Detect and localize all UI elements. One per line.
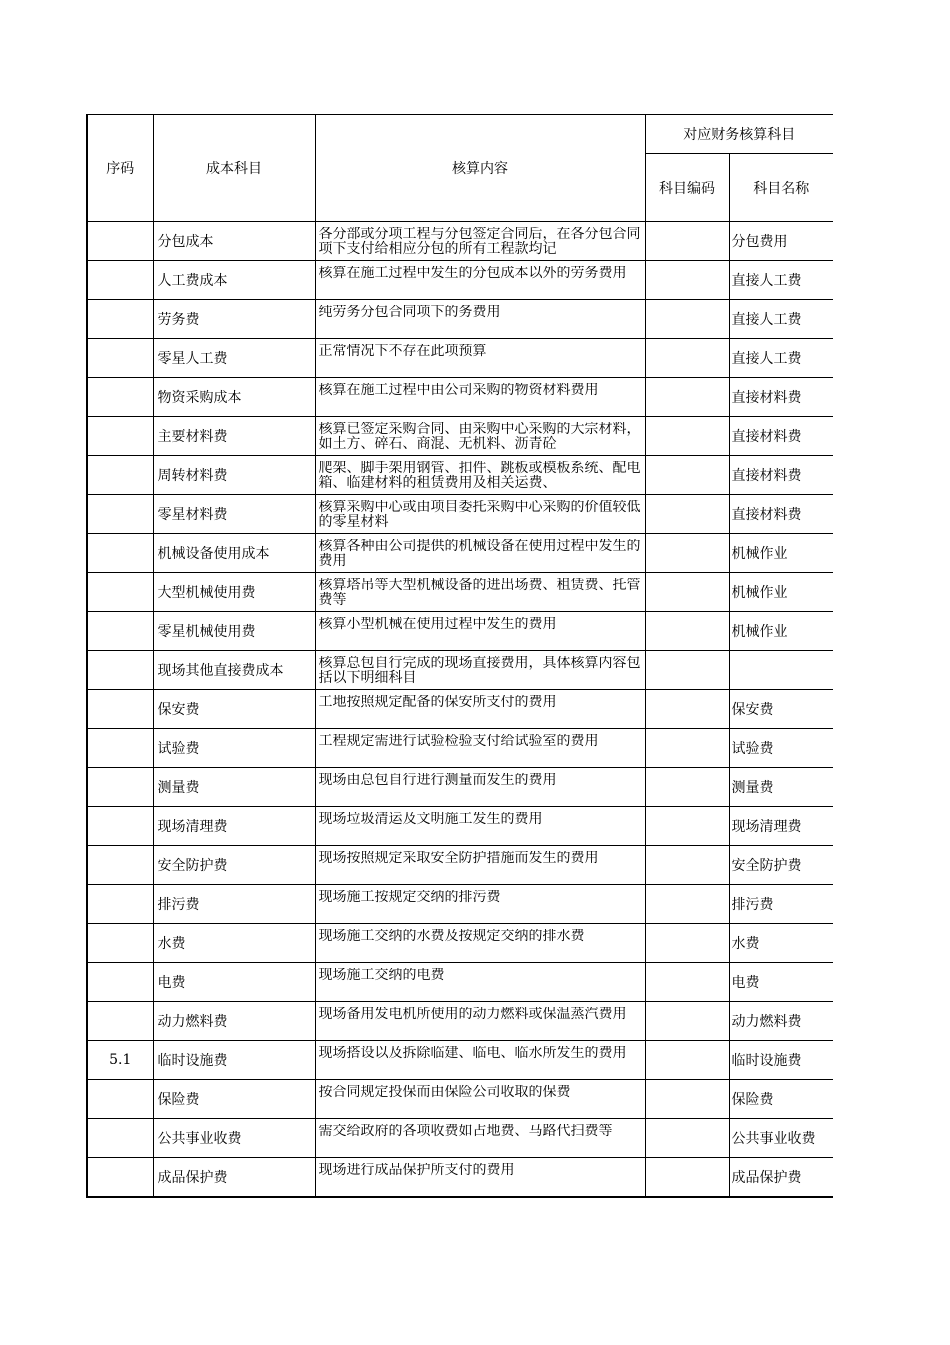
row-seq: [87, 924, 153, 963]
row-finance-code: [645, 1119, 729, 1158]
row-finance-name: 保险费: [729, 1080, 833, 1119]
row-subject: 主要材料费: [153, 417, 315, 456]
row-subject: 零星材料费: [153, 495, 315, 534]
row-subject: 动力燃料费: [153, 1002, 315, 1041]
row-content: [315, 1119, 645, 1158]
row-seq: [87, 534, 153, 573]
row-content-text: 核算各种由公司提供的机械设备在使用过程中发生的费用: [318, 538, 641, 569]
header-content: 核算内容: [315, 115, 645, 222]
row-content: [315, 300, 645, 339]
row-subject: 电费: [153, 963, 315, 1002]
row-subject: 劳务费: [153, 300, 315, 339]
row-finance-name: 直接材料费: [729, 456, 833, 495]
row-subject: 临时设施费: [153, 1041, 315, 1080]
row-content-text: 现场施工交纳的水费及按规定交纳的排水费: [318, 928, 585, 944]
row-content-text: 工地按照规定配备的保安所支付的费用: [318, 694, 557, 710]
table-row: [87, 495, 833, 534]
row-seq: [87, 651, 153, 690]
row-finance-name: 电费: [729, 963, 833, 1002]
row-finance-name: 测量费: [729, 768, 833, 807]
row-content-text: 纯劳务分包合同项下的务费用: [318, 304, 501, 320]
row-subject: 保险费: [153, 1080, 315, 1119]
row-subject: 分包成本: [153, 222, 315, 261]
row-content: [315, 456, 645, 495]
row-content: [315, 573, 645, 612]
row-seq: [87, 1158, 153, 1198]
table-row: [87, 339, 833, 378]
row-finance-code: [645, 300, 729, 339]
row-subject: 保安费: [153, 690, 315, 729]
row-seq: [87, 1080, 153, 1119]
row-finance-code: [645, 885, 729, 924]
row-content-text: 核算在施工过程中发生的分包成本以外的劳务费用: [318, 265, 627, 281]
row-finance-name: 直接材料费: [729, 417, 833, 456]
row-finance-code: [645, 534, 729, 573]
table-row: [87, 768, 833, 807]
row-content-text: 现场按照规定采取安全防护措施而发生的费用: [318, 850, 599, 866]
row-content: [315, 963, 645, 1002]
row-content-text: 现场搭设以及拆除临建、临电、临水所发生的费用: [318, 1045, 627, 1061]
row-content-text: 核算在施工过程中由公司采购的物资材料费用: [318, 382, 599, 398]
row-finance-code: [645, 573, 729, 612]
row-content: [315, 1158, 645, 1198]
row-content-text: 爬架、脚手架用钢管、扣件、跳板或模板系统、配电箱、临建材料的租赁费用及相关运费、: [318, 460, 641, 491]
table-row: [87, 1041, 833, 1080]
row-subject: 周转材料费: [153, 456, 315, 495]
row-finance-name: 排污费: [729, 885, 833, 924]
row-finance-name: 直接人工费: [729, 261, 833, 300]
row-content: [315, 924, 645, 963]
row-finance-name: 直接人工费: [729, 300, 833, 339]
row-finance-code: [645, 924, 729, 963]
row-seq: [87, 261, 153, 300]
row-content-text: 工程规定需进行试验检验支付给试验室的费用: [318, 733, 599, 749]
header-seq: 序码: [87, 115, 153, 222]
row-content-text: 核算采购中心或由项目委托采购中心采购的价值较低的零星材料: [318, 499, 641, 530]
table-row: [87, 261, 833, 300]
table-row: [87, 1002, 833, 1041]
row-subject: 成品保护费: [153, 1158, 315, 1198]
row-finance-name: 成品保护费: [729, 1158, 833, 1198]
table-row: [87, 417, 833, 456]
row-content: [315, 885, 645, 924]
row-finance-name: 现场清理费: [729, 807, 833, 846]
table-row: [87, 924, 833, 963]
row-subject: 现场其他直接费成本: [153, 651, 315, 690]
row-seq: [87, 690, 153, 729]
row-finance-name: 水费: [729, 924, 833, 963]
row-seq: [87, 1002, 153, 1041]
row-finance-code: [645, 261, 729, 300]
row-finance-code: [645, 651, 729, 690]
cost-subject-sheet: [86, 114, 833, 1198]
row-seq: [87, 300, 153, 339]
row-seq: [87, 807, 153, 846]
row-finance-code: [645, 456, 729, 495]
table-row: [87, 729, 833, 768]
row-finance-code: [645, 768, 729, 807]
table-row: [87, 1119, 833, 1158]
row-seq: [87, 1119, 153, 1158]
row-finance-name: 直接材料费: [729, 378, 833, 417]
row-finance-name: 试验费: [729, 729, 833, 768]
row-seq: [87, 339, 153, 378]
table-row: [87, 612, 833, 651]
row-subject: 测量费: [153, 768, 315, 807]
table-row: [87, 300, 833, 339]
row-finance-code: [645, 807, 729, 846]
table-row: [87, 690, 833, 729]
row-finance-code: [645, 417, 729, 456]
row-seq: [87, 417, 153, 456]
row-finance-name: 机械作业: [729, 573, 833, 612]
row-content-text: 核算小型机械在使用过程中发生的费用: [318, 616, 557, 632]
row-finance-code: [645, 339, 729, 378]
row-finance-code: [645, 1002, 729, 1041]
row-content-text: 现场由总包自行进行测量而发生的费用: [318, 772, 557, 788]
row-seq: [87, 612, 153, 651]
row-finance-code: [645, 846, 729, 885]
row-seq: [87, 573, 153, 612]
row-finance-code: [645, 729, 729, 768]
row-finance-name: 直接材料费: [729, 495, 833, 534]
row-subject: 零星人工费: [153, 339, 315, 378]
row-subject: 水费: [153, 924, 315, 963]
row-finance-name: [729, 651, 833, 690]
row-content: [315, 1041, 645, 1080]
row-content-text: 现场进行成品保护所支付的费用: [318, 1162, 515, 1178]
row-finance-code: [645, 612, 729, 651]
row-finance-name: 直接人工费: [729, 339, 833, 378]
row-seq: [87, 456, 153, 495]
row-content-text: 核算总包自行完成的现场直接费用，具体核算内容包括以下明细科目: [318, 655, 641, 686]
row-content: [315, 1002, 645, 1041]
row-seq: [87, 768, 153, 807]
table-row: [87, 222, 833, 261]
row-seq: [87, 495, 153, 534]
row-finance-name: 机械作业: [729, 534, 833, 573]
row-content-text: 现场施工按规定交纳的排污费: [318, 889, 501, 905]
row-subject: 试验费: [153, 729, 315, 768]
row-finance-name: 动力燃料费: [729, 1002, 833, 1041]
row-seq: 5.1: [87, 1041, 153, 1080]
table-row: [87, 1158, 833, 1198]
row-finance-name: 机械作业: [729, 612, 833, 651]
row-finance-code: [645, 1080, 729, 1119]
row-content-text: 现场备用发电机所使用的动力燃料或保温蒸汽费用: [318, 1006, 627, 1022]
row-content: [315, 495, 645, 534]
row-content-text: 现场施工交纳的电费: [318, 967, 445, 983]
table-row: [87, 1080, 833, 1119]
row-subject: 零星机械使用费: [153, 612, 315, 651]
row-subject: 公共事业收费: [153, 1119, 315, 1158]
row-finance-name: 保安费: [729, 690, 833, 729]
row-subject: 排污费: [153, 885, 315, 924]
row-finance-name: 分包费用: [729, 222, 833, 261]
row-content: [315, 846, 645, 885]
row-content: [315, 1080, 645, 1119]
table-row: [87, 534, 833, 573]
row-content-text: 核算已签定采购合同、由采购中心采购的大宗材料，如土方、碎石、商混、无机料、沥青砼: [318, 421, 641, 452]
row-seq: [87, 885, 153, 924]
row-finance-name: 公共事业收费: [729, 1119, 833, 1158]
row-subject: 人工费成本: [153, 261, 315, 300]
row-subject: 大型机械使用费: [153, 573, 315, 612]
row-content-text: 需交给政府的各项收费如占地费、马路代扫费等: [318, 1123, 613, 1139]
row-content: [315, 378, 645, 417]
table-row: [87, 963, 833, 1002]
row-content-text: 按合同规定投保而由保险公司收取的保费: [318, 1084, 571, 1100]
table-row: [87, 378, 833, 417]
row-seq: [87, 963, 153, 1002]
row-content: [315, 417, 645, 456]
header-subject: 成本科目: [153, 115, 315, 222]
table-row: [87, 885, 833, 924]
table-row: [87, 846, 833, 885]
row-seq: [87, 222, 153, 261]
row-subject: 现场清理费: [153, 807, 315, 846]
row-content-text: 现场垃圾清运及文明施工发生的费用: [318, 811, 543, 827]
row-content: [315, 768, 645, 807]
row-content: [315, 807, 645, 846]
row-finance-name: 临时设施费: [729, 1041, 833, 1080]
row-finance-code: [645, 222, 729, 261]
row-finance-name: 安全防护费: [729, 846, 833, 885]
row-content: [315, 729, 645, 768]
header-finance-group: 对应财务核算科目: [645, 115, 833, 154]
cost-subject-table: [86, 114, 833, 1198]
table-row: [87, 807, 833, 846]
row-finance-code: [645, 495, 729, 534]
row-content: [315, 651, 645, 690]
row-content-text: 各分部或分项工程与分包签定合同后，在各分包合同项下支付给相应分包的所有工程款均记: [318, 226, 641, 257]
row-content: [315, 222, 645, 261]
row-content-text: 核算塔吊等大型机械设备的进出场费、租赁费、托管费等: [318, 577, 641, 608]
header-finance-name: 科目名称: [729, 154, 833, 222]
table-row: [87, 573, 833, 612]
row-content-text: 正常情况下不存在此项预算: [318, 343, 487, 359]
header-finance-code: 科目编码: [645, 154, 729, 222]
table-row: [87, 651, 833, 690]
row-subject: 物资采购成本: [153, 378, 315, 417]
row-finance-code: [645, 1041, 729, 1080]
row-content: [315, 690, 645, 729]
row-seq: [87, 729, 153, 768]
row-finance-code: [645, 690, 729, 729]
row-content: [315, 339, 645, 378]
row-content: [315, 612, 645, 651]
row-seq: [87, 378, 153, 417]
row-subject: 机械设备使用成本: [153, 534, 315, 573]
row-subject: 安全防护费: [153, 846, 315, 885]
row-finance-code: [645, 378, 729, 417]
row-content: [315, 534, 645, 573]
row-finance-code: [645, 963, 729, 1002]
table-row: [87, 456, 833, 495]
row-seq: [87, 846, 153, 885]
row-finance-code: [645, 1158, 729, 1198]
row-content: [315, 261, 645, 300]
